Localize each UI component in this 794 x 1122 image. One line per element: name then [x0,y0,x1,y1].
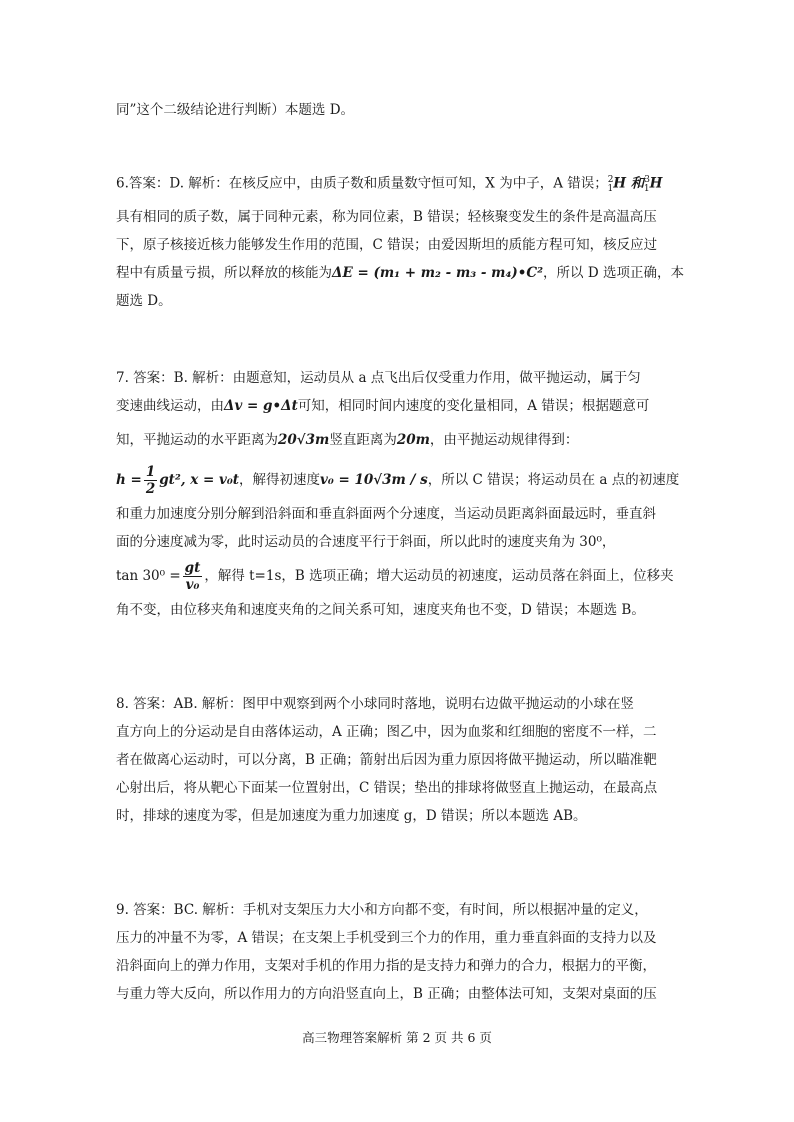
text-line: 题选 D。 [116,293,172,310]
answer-7 [116,364,680,624]
text-line: tan 30⁰ = $\frac{gt}{\text{v₀}}$ ，解得 t=1s，B 选项正确；增大运动员的初速度，运动员落在斜面上，位移夹 [116,560,674,593]
answer-8 [116,690,676,830]
text-line: 时，排球的速度为零，但是加速度为重力加速度 g，D 错误；所以本题选 AB。 [116,808,587,824]
text-line: 同”这个二级结论进行判断）本题选 D。 [116,102,355,118]
page-footer: 高三物理答案解析 第 2 页 共 6 页 [302,1030,492,1045]
text-line: h = $\frac{1}{2}$ gt², x = v₀t，解得初速度v₀ = 10√3m / s，所以 C 错误；将运动员在 a 点的初速度 [116,464,680,497]
text-line: 与重力等大反向，所以作用力的方向沿竖直向上，B 正确；由整体法可知，支架对桌面的压 [116,986,657,1002]
text-line: 和重力加速度分别分解到沿斜面和垂直斜面两个分速度，当运动员距离斜面最远时，垂直斜 [116,506,656,522]
text-line: 9. 答案：BC. 解析：手机对支架压力大小和方向都不变，有时间，所以根据冲量的定义， [116,902,648,918]
text-line: 具有相同的质子数，属于同种元素，称为同位素，B 错误；轻核聚变发生的条件是高温高压 [116,209,657,226]
paragraph-continuation [116,96,676,124]
text-line: 8. 答案：AB. 解析：图甲中观察到两个小球同时落地，说明右边做平抛运动的小球在竖 [116,696,634,712]
velocity-change-equation: Δv = g•Δt [224,398,298,414]
text-line: 7. 答案：B. 解析：由题意知，运动员从 a 点飞出后仅受重力作用，做平抛运动，属于匀 [116,370,641,386]
text-line: 6.答案：D. 解析：在核反应中，由质子数和质量数守恒可知，X 为中子，A 错误；$^2_1$H 和$^3_1$H [116,175,663,195]
text-line: 程中有质量亏损，所以释放的核能为ΔE = (m₁ + m₂ - m₃ - m₄)•C²，所以 D 选项正确，本 [116,265,684,282]
answer-6 [116,166,684,315]
energy-equation: ΔE = (m₁ + m₂ - m₃ - m₄)•C² [332,265,544,282]
text-line: 心射出后，将从靶心下面某一位置射出，C 错误；垫出的排球将做竖直上抛运动，在最高点 [116,780,658,796]
text-line: 变速曲线运动，由Δv = g•Δt可知，相同时间内速度的变化量相同，A 错误；根据题意可 [116,398,650,414]
text-line: 者在做离心运动时，可以分离，B 正确；箭射出后因为重力原因将做平抛运动，所以瞄准靶 [116,752,657,768]
text-line: 知，平抛运动的水平距离为20√3m竖直距离为20m，由平抛运动规律得到： [116,432,579,448]
fraction-gt-over-v0: $\frac{gt}{\text{v₀}}$ [184,560,201,593]
text-line: 直方向上的分运动是自由落体运动，A 正确；图乙中，因为血浆和红细胞的密度不一样，二 [116,724,657,740]
fraction-one-half: $\frac{1}{2}$ [145,464,156,497]
text-line: 压力的冲量不为零，A 错误；在支架上手机受到三个力的作用，重力垂直斜面的支持力以及 [116,930,657,946]
text-line: 沿斜面向上的弹力作用，支架对手机的作用力指的是支持力和弹力的合力，根据力的平衡， [116,958,656,974]
answer-9 [116,896,676,1008]
text-line: 下，原子核接近核力能够发生作用的范围，C 错误；由爱因斯坦的质能方程可知，核反应过 [116,237,658,254]
text-line: 面的分速度减为零，此时运动员的合速度平行于斜面，所以此时的速度夹角为 30⁰， [116,534,616,550]
text-line: 角不变，由位移夹角和速度夹角的之间关系可知，速度夹角也不变，D 错误；本题选 B。 [116,602,645,618]
